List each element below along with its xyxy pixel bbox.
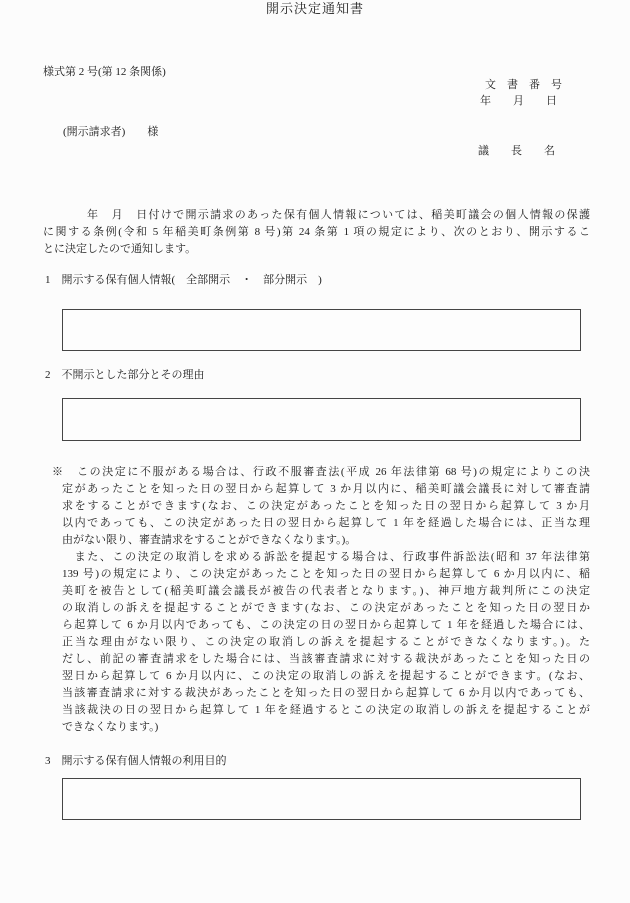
date-line: 年 月 日 (480, 95, 557, 107)
text-line: 年 月 日付けで開示請求のあった保有個人情報については、稲美町議会の個人情報の保護 (87, 209, 590, 221)
addressee-line: (開示請求者) 様 (63, 126, 159, 138)
nondisclosed-parts-box (62, 398, 581, 441)
text-line: できなくなります。) (62, 721, 159, 733)
sender-title: 議 長 名 (478, 145, 555, 157)
document-number-label: 文 書 番 号 (485, 79, 562, 91)
appeal-note-paragraph (52, 464, 590, 736)
text-line: だし、前記の審査請求をした場合には、当該審査請求に対する裁決があったことを知った日の (62, 653, 590, 665)
text-line: に関する条例(令和 5 年稲美町条例第 8 号)第 24 条第 1 項の規定により、次のとおり、開示するこ (43, 226, 590, 238)
text-line: 139 号)の規定により、この決定があったことを知った日の翌日から起算して 6 か月以内に、稲 (62, 568, 590, 580)
text-line: ※ この決定に不服がある場合は、行政不服審査法(平成 26 年法律第 68 号)の規定によりこの決 (52, 466, 590, 478)
text-line: の取消しの訴えを提起することができます(なお、この決定があったことを知った日の翌日か (62, 602, 590, 614)
text-line: 定があったことを知った日の翌日から起算して 3 か月以内に、稲美町議会議長に対して審査請 (62, 483, 590, 495)
text-line: 当該審査請求に対する裁決があったことを知った日の翌日から起算して 6 か月以内であっても、 (62, 687, 590, 699)
text-line: 求をすることができます(なお、この決定があったことを知った日の翌日から起算して 3 か月 (62, 500, 590, 512)
text-line: 由がない限り、審査請求をすることができなくなります。)。 (62, 534, 357, 546)
text-line: とに決定したので通知します。 (43, 243, 197, 255)
intro-paragraph (43, 207, 590, 258)
text-line: 当該裁決の日の翌日から起算して 1 年を経過するとこの決定の取消しの訴えを提起することが (62, 704, 590, 716)
text-line: また、この決定の取消しを求める訴訟を提起する場合は、行政事件訴訟法(昭和 37 年法律第 (62, 551, 590, 563)
text-line: ら起算して 6 か月以内であっても、この決定の日の翌日から起算して 1 年を経過した場合には、 (62, 619, 590, 631)
document-title: 開示決定通知書 (265, 1, 364, 16)
disclosed-info-box (62, 309, 581, 351)
text-line: 美町を被告として(稲美町議会議長が被告の代表者となります。)、神戸地方裁判所にこの決定 (62, 585, 590, 597)
text-line: 正当な理由がない限り、この決定の取消しの訴えを提起することができなくなります。)。た (62, 636, 590, 648)
text-line: 以内であっても、この決定があった日の翌日から起算して 1 年を経過した場合には、正当な理 (62, 517, 590, 529)
section-1-label: 1 開示する保有個人情報( 全部開示 ・ 部分開示 ) (45, 274, 322, 286)
form-number: 様式第 2 号(第 12 条関係) (43, 66, 166, 78)
usage-purpose-box (62, 778, 581, 820)
text-line: 翌日から起算して 6 か月以内に、この決定の取消しの訴えを提起することができます。(なお、 (62, 670, 590, 682)
section-3-label: 3 開示する保有個人情報の利用目的 (45, 755, 227, 767)
section-2-label: 2 不開示とした部分とその理由 (45, 369, 205, 381)
